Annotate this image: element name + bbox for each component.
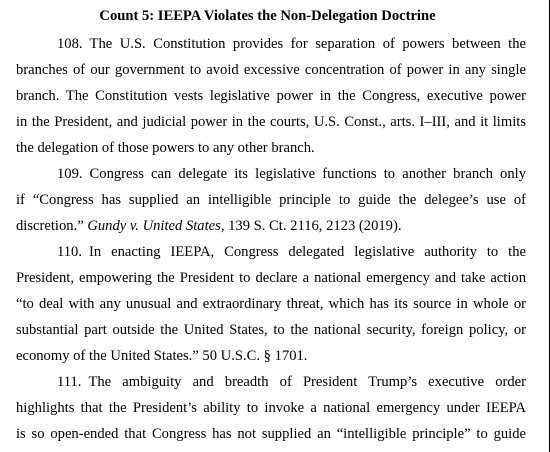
paragraph-number: 108. [57,36,83,52]
paragraph-108-line-2: branches of our government to avoid excessive concentration of power in any single [16,62,526,78]
paragraph-111-line-3: is so open-ended that Congress has not supplied an “intelligible principle” to guide [16,426,526,442]
paragraph-108-line-3: branch. The Constitution vests legislative power in the Congress, executive power [16,88,526,104]
paragraph-number: 109. [57,166,83,182]
case-citation: Gundy v. United States [87,218,221,234]
paragraph-109-line-2: if “Congress has supplied an intelligible principle to guide the delegee’s use of [16,192,526,208]
paragraph-number: 110. [57,244,82,260]
section-heading: Count 5: IEEPA Violates the Non-Delegation Doctrine [99,8,436,24]
paragraph-109-line-3: discretion.” Gundy v. United States, 139 S. Ct. 2116, 2123 (2019). [16,218,402,234]
paragraph-110-line-5: economy of the United States.” 50 U.S.C. § 1701. [16,348,308,364]
paragraph-108-line-1: 108. The U.S. Constitution provides for separation of powers between the [57,36,526,52]
paragraph-110-line-3: “to deal with any unusual and extraordinary threat, which has its source in whole or [16,296,526,312]
paragraph-108-line-4: in the President, and judicial power in the courts, U.S. Const., arts. I–III, and it limits [16,114,526,130]
paragraph-110-line-1: 110. In enacting IEEPA, Congress delegated legislative authority to the [57,244,526,260]
paragraph-111-line-1: 111. The ambiguity and breadth of President Trump’s executive order [57,374,526,390]
paragraph-number: 111. [57,374,82,390]
paragraph-111-line-2: highlights that the President’s ability to invoke a national emergency under IEEPA [16,400,526,416]
paragraph-109-line-1: 109. Congress can delegate its legislative functions to another branch only [57,166,526,182]
paragraph-110-line-2: President, empowering the President to declare a national emergency and take action [16,270,526,286]
paragraph-110-line-4: substantial part outside the United States, to the national security, foreign policy, or [16,322,526,338]
paragraph-108-line-5: the delegation of those powers to any other branch. [16,140,315,156]
